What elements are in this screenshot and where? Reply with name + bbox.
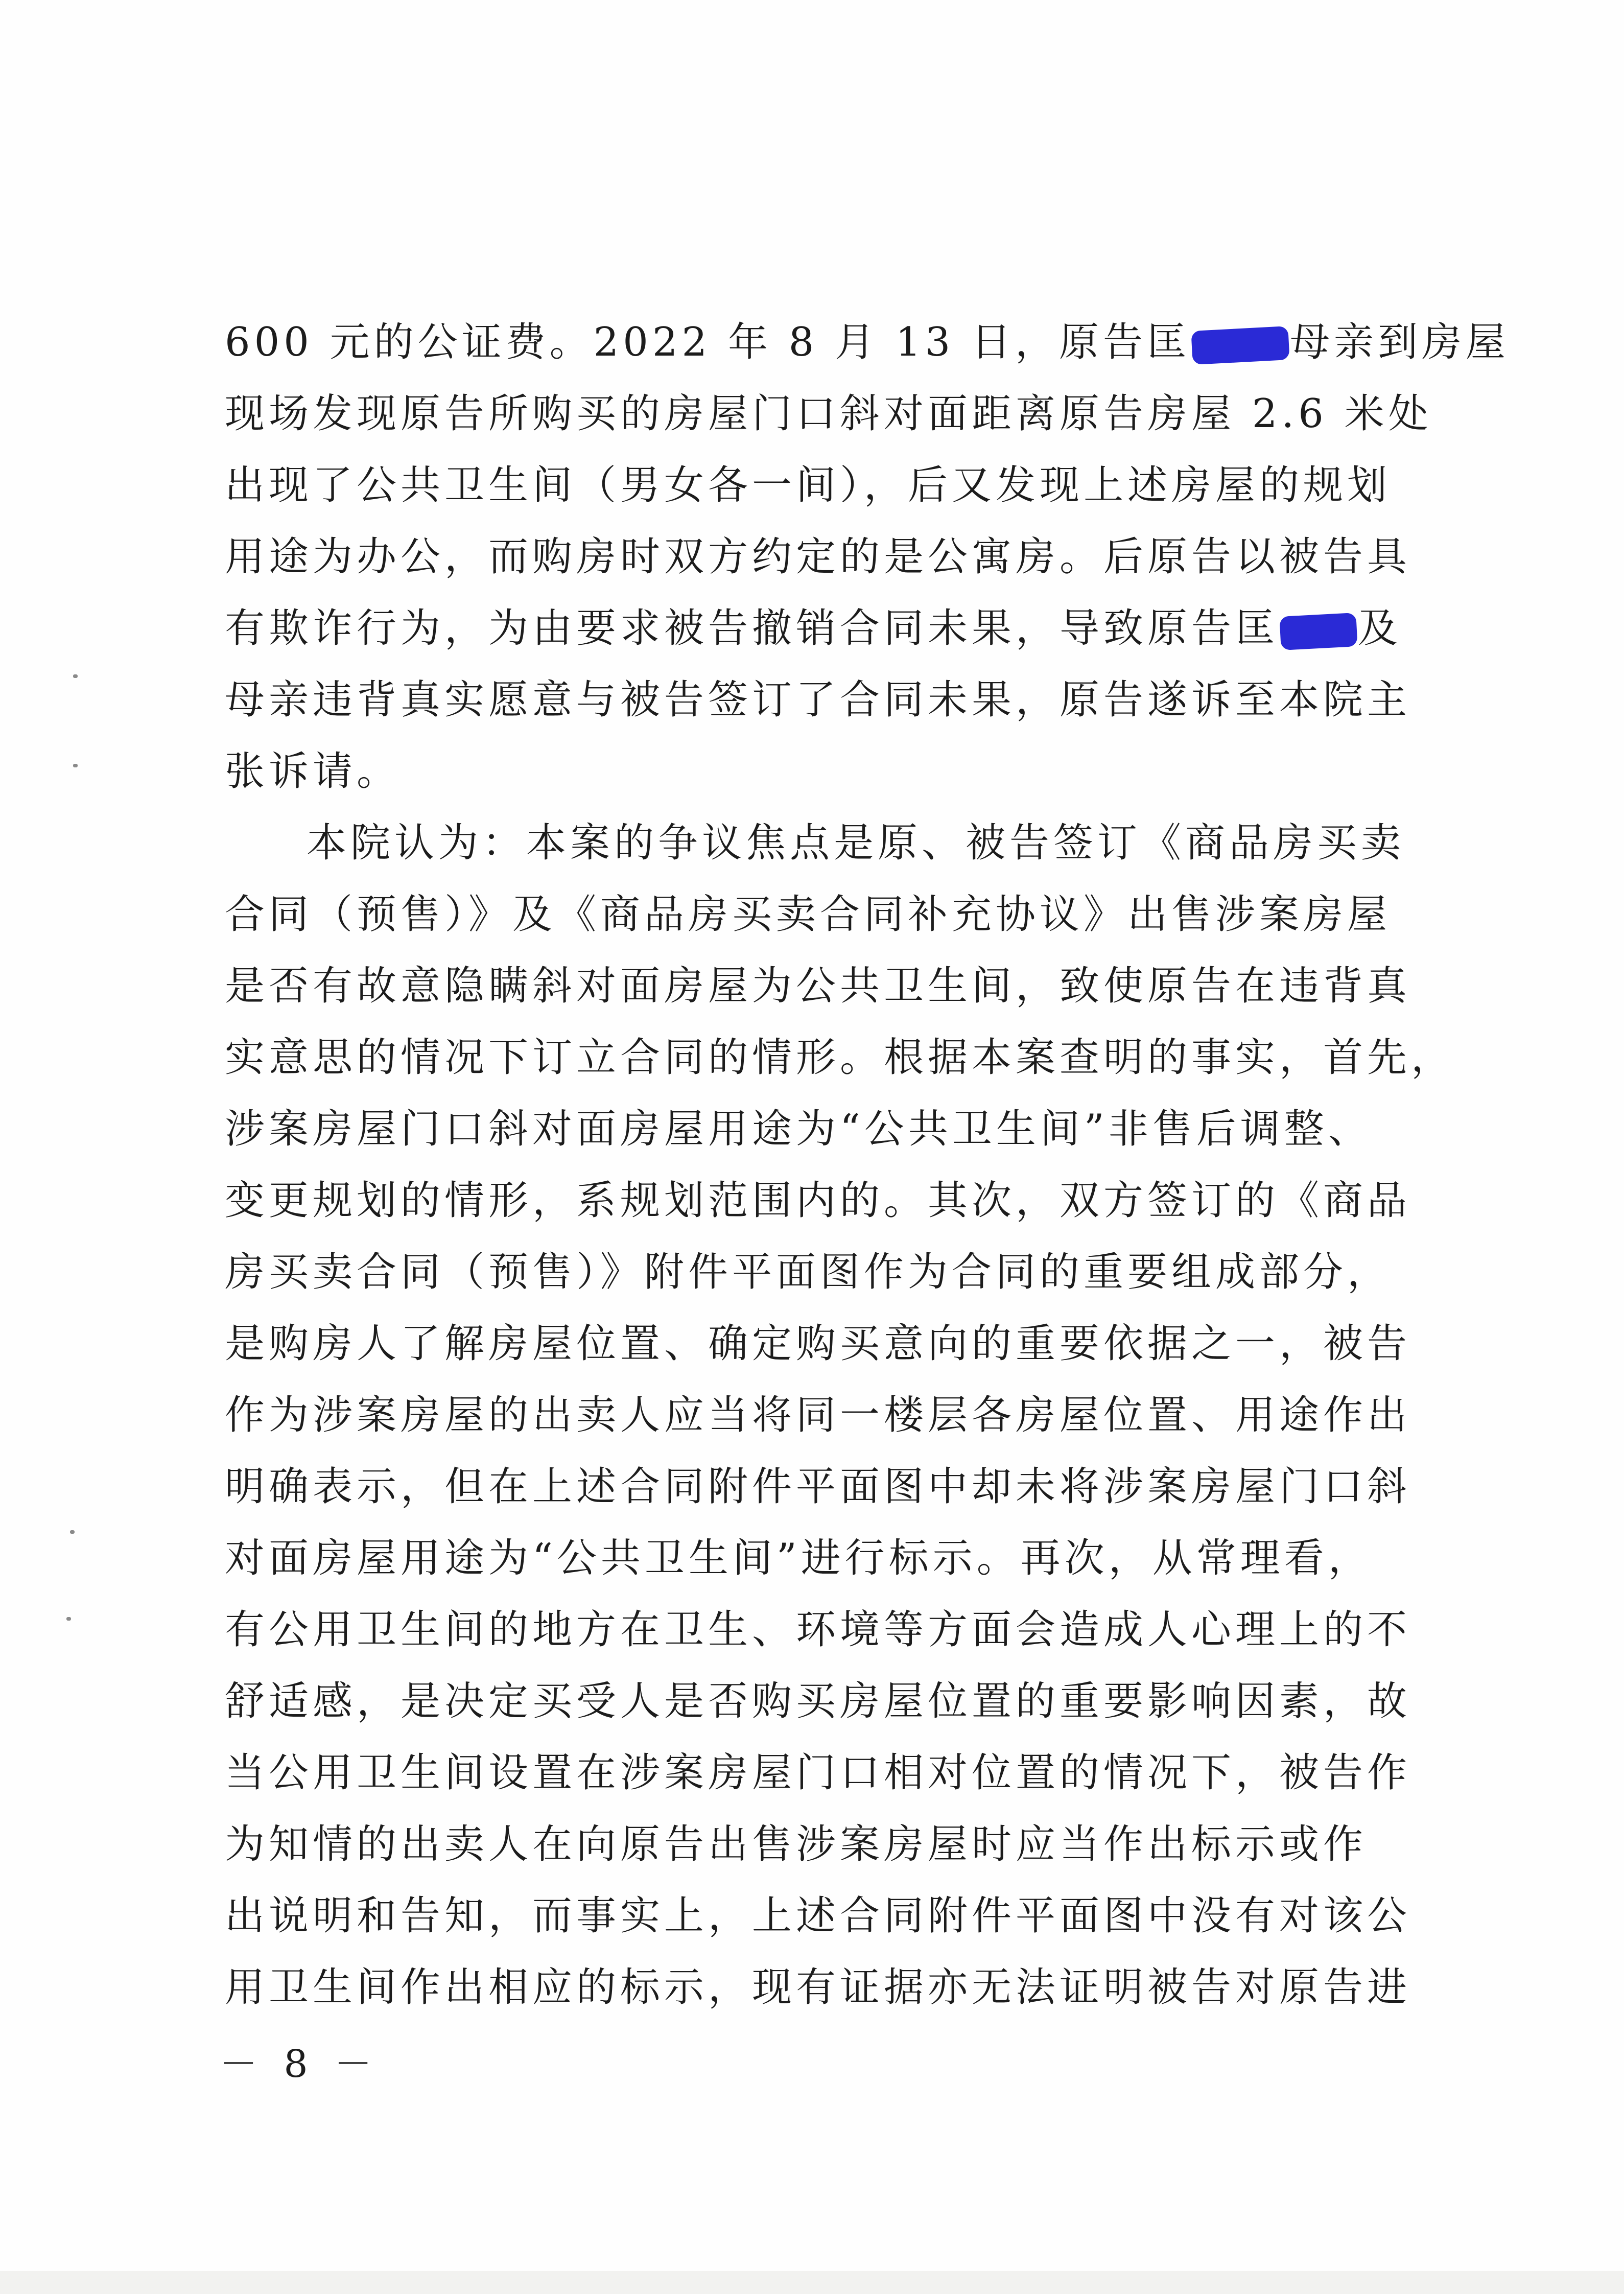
text-line: 合同（预售）》及《商品房买卖合同补充协议》出售涉案房屋 — [225, 892, 1392, 938]
text-line: 作为涉案房屋的出卖人应当将同一楼层各房屋位置、用途作出 — [225, 1392, 1411, 1438]
text-line: 房买卖合同（预售）》附件平面图作为合同的重要组成部分， — [225, 1249, 1392, 1295]
binding-hole-mark — [73, 674, 78, 678]
binding-hole-mark — [70, 1530, 75, 1534]
scan-bottom-edge — [0, 2271, 1624, 2294]
text-line: 母亲违背真实愿意与被告签订了合同未果，原告遂诉至本院主 — [225, 677, 1411, 723]
text-line — [225, 2023, 1364, 2095]
binding-hole-mark — [73, 764, 78, 767]
text-line: 对面房屋用途为“公共卫生间”进行标示。再次，从常理看， — [225, 1535, 1372, 1581]
redaction-mark — [1191, 326, 1289, 365]
binding-hole-mark — [66, 1617, 71, 1621]
text-line: 当公用卫生间设置在涉案房屋门口相对位置的情况下，被告作 — [225, 1750, 1411, 1796]
text-line: 有欺诈行为，为由要求被告撤销合同未果，导致原告匡 及 — [225, 605, 1402, 651]
text-line: 变更规划的情形，系规划范围内的。其次，双方签订的《商品 — [225, 1178, 1411, 1224]
redaction-mark — [1279, 613, 1357, 650]
text-line: 是购房人了解房屋位置、确定购买意向的重要依据之一，被告 — [225, 1321, 1411, 1367]
text-line: 用途为办公，而购房时双方约定的是公寓房。后原告以被告具 — [225, 534, 1411, 580]
text-line: 张诉请。 — [225, 748, 401, 794]
text-line: 出现了公共卫生间（男女各一间），后又发现上述房屋的规划 — [225, 462, 1392, 508]
text-line: 舒适感，是决定买受人是否购买房屋位置的重要影响因素，故 — [225, 1678, 1411, 1724]
text-line: 用卫生间作出相应的标示，现有证据亦无法证明被告对原告进 — [225, 1964, 1411, 2010]
text-line: 现场发现原告所购买的房屋门口斜对面距离原告房屋 2.6 米处 — [225, 391, 1432, 437]
text-line: 600 元的公证费。2022 年 8 月 13 日，原告匡 母亲到房屋 — [225, 319, 1510, 365]
text-line: 是否有故意隐瞒斜对面房屋为公共卫生间，致使原告在违背真 — [225, 963, 1411, 1009]
page-number: － 8 － — [220, 2042, 380, 2086]
text-line: 出说明和告知，而事实上，上述合同附件平面图中没有对该公 — [225, 1893, 1411, 1939]
text-line: 实意思的情况下订立合同的情形。根据本案查明的事实，首先， — [225, 1035, 1455, 1081]
text-line: 涉案房屋门口斜对面房屋用途为“公共卫生间”非售后调整、 — [225, 1106, 1372, 1152]
text-line: 明确表示，但在上述合同附件平面图中却未将涉案房屋门口斜 — [225, 1464, 1411, 1510]
judgment-body-text — [225, 307, 1510, 2166]
text-line — [225, 2095, 1364, 2166]
text-line: 有公用卫生间的地方在卫生、环境等方面会造成人心理上的不 — [225, 1607, 1411, 1653]
text-line: 为知情的出卖人在向原告出售涉案房屋时应当作出标示或作 — [225, 1821, 1368, 1867]
paragraph-start-line: 本院认为：本案的争议焦点是原、被告签订《商品房买卖 — [307, 820, 1405, 866]
